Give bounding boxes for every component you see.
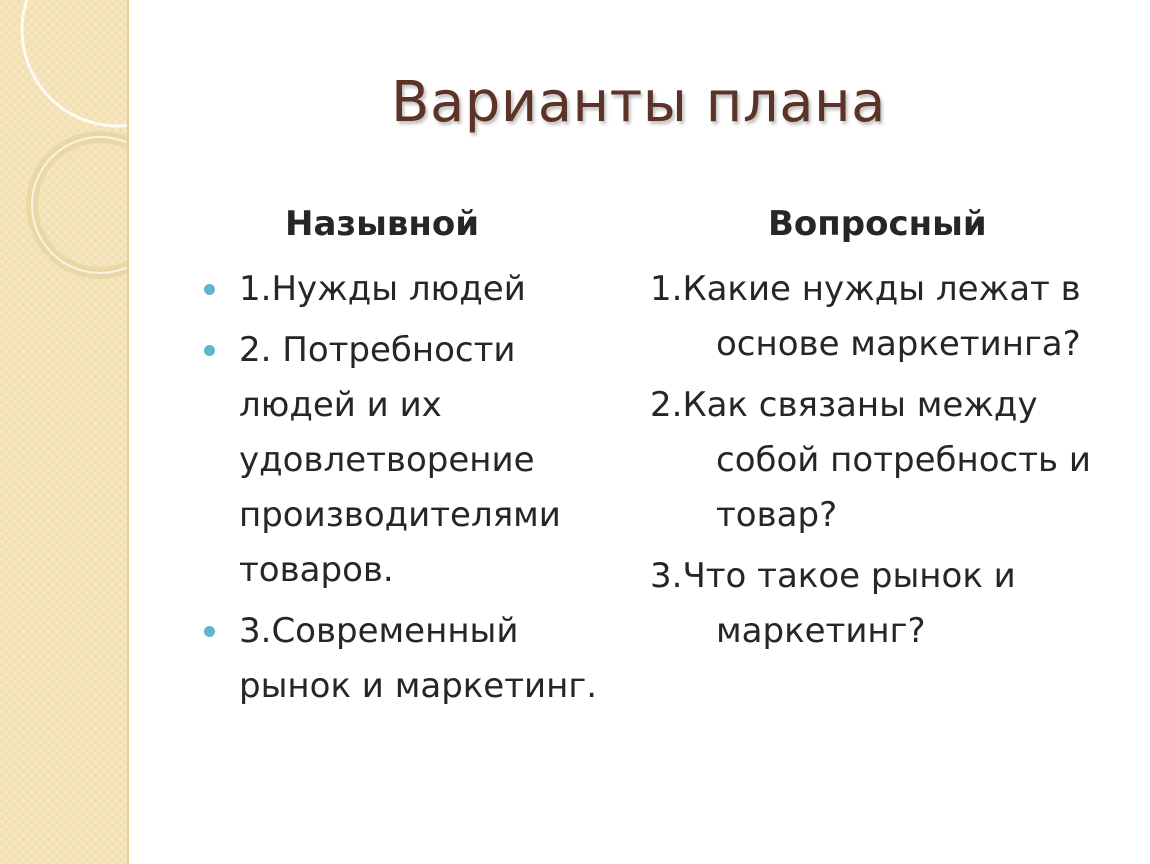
right-list-item: 1.Какие нужды лежат в основе маркетинга?	[650, 269, 1081, 364]
left-list-item	[200, 604, 620, 714]
right-column-list	[650, 262, 1120, 665]
left-list-item	[200, 262, 620, 317]
left-list-item-text: 2. Потребности людей и их удовлетворение производителями товаров.	[239, 330, 561, 590]
bullet-dot-icon	[204, 284, 215, 295]
left-list-item-text: 1.Нужды людей	[239, 269, 526, 309]
right-list-item: 2.Как связаны между собой потребность и товар?	[650, 385, 1091, 535]
bullet-dot-icon	[204, 626, 215, 637]
left-column-heading: Назывной	[285, 204, 480, 244]
left-column-list	[200, 262, 620, 720]
bullet-dot-icon	[204, 345, 215, 356]
slide-title: Варианты плана	[391, 70, 886, 135]
left-list-item	[200, 323, 620, 598]
decorative-circles	[0, 0, 127, 864]
left-list-item-text: 3.Современный рынок и маркетинг.	[239, 611, 598, 706]
decorative-side-panel	[0, 0, 129, 864]
right-column-heading: Вопросный	[768, 204, 987, 244]
right-list-item: 3.Что такое рынок и маркетинг?	[650, 556, 1016, 651]
